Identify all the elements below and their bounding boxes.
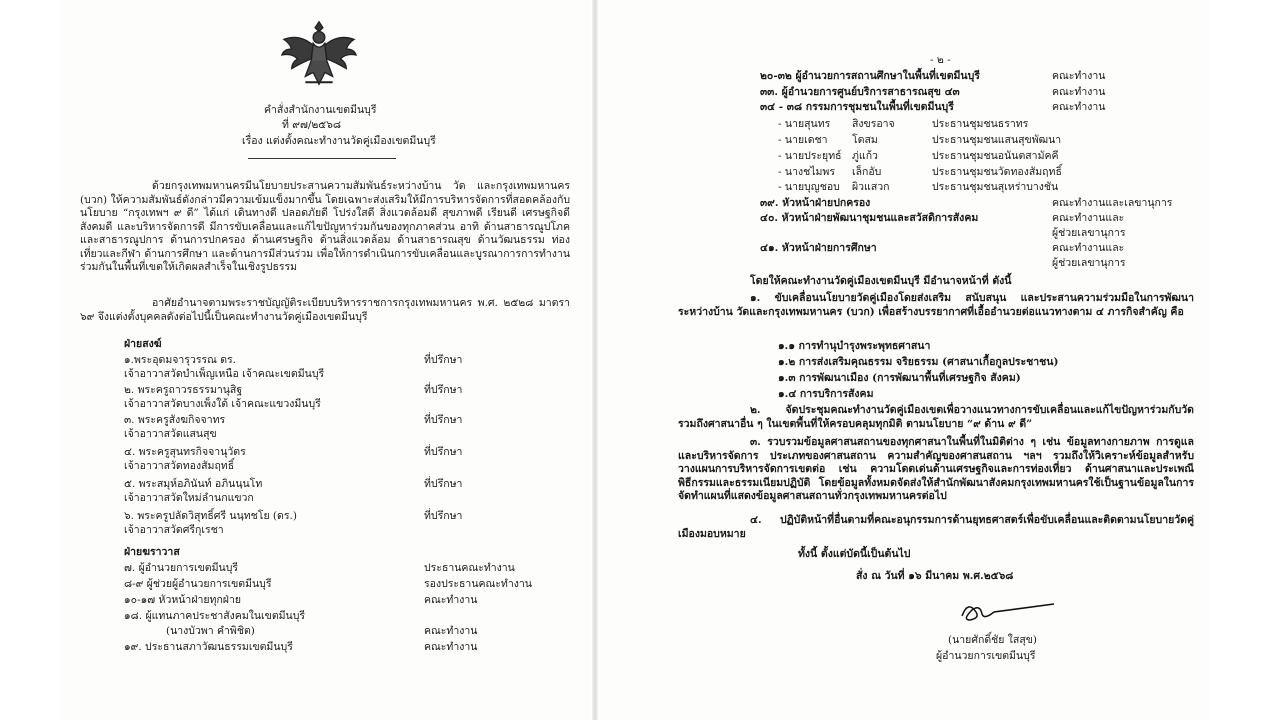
- sangha-heading: ฝ่ายสงฆ์: [124, 338, 162, 350]
- community-role: ประธานชุมชนสุเหร่าบางชัน: [932, 181, 1059, 193]
- signer-name: (นายศักดิ์ชัย ใสสุข): [948, 634, 1037, 646]
- monk-role: ที่ปรึกษา: [424, 384, 463, 396]
- monk-name: ๓. พระครูสังฆกิจจาทร: [124, 414, 226, 426]
- member-role: คณะทำงาน: [1052, 70, 1106, 82]
- member-name: ๓๓. ผู้อำนวยการศูนย์บริการสาธารณสุข ๔๓: [760, 86, 960, 98]
- monk-temple: เจ้าอาวาสวัดใหม่ลำนกแขวก: [124, 492, 254, 504]
- community-last-name: โตสม: [852, 134, 878, 146]
- duties-intro: โดยให้คณะทำงานวัดคู่เมืองเขตมีนบุรี มีอำนาจหน้าที่ ดังนี้: [750, 275, 1012, 287]
- member-role-line2: ผู้ช่วยเลขานุการ: [1052, 227, 1126, 239]
- signer-title: ผู้อำนวยการเขตมีนบุรี: [936, 650, 1036, 662]
- community-last-name: เล็กอับ: [852, 166, 882, 178]
- document-page-2: [600, 0, 1210, 720]
- monk-temple: เจ้าอาวาสวัดศรีกุเรชา: [124, 524, 224, 536]
- monk-temple: เจ้าอาวาสวัดบางเพ็งใต้ เจ้าคณะแขวงมีนบุรี: [124, 398, 321, 410]
- monk-name: ๖. พระครูปลัดวิสุทธิ์ศรี นนฺทชโย (ดร.): [124, 510, 297, 522]
- subduty: ๑.๑ การทำนุบำรุงพระพุทธศาสนา: [778, 340, 931, 352]
- monk-role: ที่ปรึกษา: [424, 354, 463, 366]
- duty-3: ๓. รวบรวมข้อมูลศาสนสถานของทุกศาสนาในพื้นที่ในมิติต่าง ๆ เช่น ข้อมูลทางกายภาพ การดูแลและบริหารจัดการ ประเภทของศาสนสถาน ความสำคัญของศาสนสถาน ฯลฯ รวมถึงให้วิเคราะห์ข้อมูลสำหรับวางแผนการบริหารจัดการเขตต่อ เช่น ความโดดเด่นด้านเศรษฐกิจและการท่องเที่ยว ด้านศาสนาและประเพณี พิธีกรรมและธรรมเนียมปฏิบัติ โดยข้อมูลทั้งหมดจัดส่งให้สำนักพัฒนาสังคมกรุงเทพมหานครใช้เป็นฐานข้อมูลในการจัดทำแผนที่แสดงข้อมูลศาสนสถานทั่วกรุงเทพมหานครต่อไป: [678, 436, 1194, 502]
- order-number: ที่ ๙๗/๒๕๖๘: [282, 119, 342, 131]
- community-first-name: - นางชไมพร: [778, 166, 835, 178]
- effective-statement: ทั้งนี้ ตั้งแต่บัดนี้เป็นต้นไป: [798, 548, 911, 560]
- lay-member-role: คณะทำงาน: [424, 594, 478, 606]
- title-divider: [248, 158, 396, 159]
- monk-temple: เจ้าอาวาสวัดแสนสุข: [124, 428, 217, 440]
- lay-member-name: (นางบัวพา คำพิชิต): [166, 625, 255, 637]
- member-role: คณะทำงานและ: [1052, 212, 1125, 224]
- member-role: คณะทำงาน: [1052, 86, 1106, 98]
- garuda-emblem-icon: [280, 14, 358, 92]
- community-first-name: - นายบุญชอบ: [778, 181, 840, 193]
- order-title: คำสั่งสำนักงานเขตมีนบุรี: [264, 104, 377, 116]
- community-role: ประธานชุมชนวัดทองสัมฤทธิ์: [932, 166, 1062, 178]
- member-role: คณะทำงานและ: [1052, 242, 1125, 254]
- lay-member-role: คณะทำงาน: [424, 625, 478, 637]
- authority-paragraph: อาศัยอำนาจตามพระราชบัญญัติระเบียบบริหารราชการกรุงเทพมหานคร พ.ศ. ๒๕๒๘ มาตรา ๖๙ จึงแต่งตั้งบุคคลดังต่อไปนี้เป็นคณะทำงานวัดคู่เมืองเขตมีนบุรี: [80, 297, 570, 323]
- duty-4: ๔. ปฏิบัติหน้าที่อื่นตามที่คณะอนุกรรมการด้านยุทธศาสตร์เพื่อขับเคลื่อนและติดตามนโยบายวัดคู่เมืองมอบหมาย: [678, 514, 1194, 540]
- member-role-line2: ผู้ช่วยเลขานุการ: [1052, 257, 1126, 269]
- lay-member-name: ๗. ผู้อำนวยการเขตมีนบุรี: [124, 562, 239, 574]
- lay-member-name: ๑๐-๑๗ หัวหน้าฝ่ายทุกฝ่าย: [124, 594, 242, 606]
- member-name: ๒๐-๓๒ ผู้อำนวยการสถานศึกษาในพื้นที่เขตมีนบุรี: [760, 70, 980, 82]
- duty-2: ๒. จัดประชุมคณะทำงานวัดคู่เมืองเขตเพื่อวางแนวทางการขับเคลื่อนและแก้ไขปัญหาร่วมกับวัด รวมถึงศาสนาอื่น ๆ ในเขตพื้นที่ให้ครอบคลุมทุกมิติ ตามนโยบาย “๙ ด้าน ๙ ดี”: [678, 404, 1194, 430]
- page-number: - ๒ -: [930, 54, 951, 66]
- community-role: ประธานชุมชนธราทร: [932, 118, 1029, 130]
- member-name: ๓๙. หัวหน้าฝ่ายปกครอง: [760, 197, 871, 209]
- lay-member-name: ๑๙. ประธานสภาวัฒนธรรมเขตมีนบุรี: [124, 641, 293, 653]
- community-role: ประธานชุมชนอนันตสามัคคี: [932, 150, 1059, 162]
- lay-member-role: คณะทำงาน: [424, 641, 478, 653]
- community-last-name: ผิวแสวก: [852, 181, 890, 193]
- community-last-name: สิงขรอาจ: [852, 118, 895, 130]
- subduty: ๑.๓ การพัฒนาเมือง (การพัฒนาพื้นที่เศรษฐกิจ สังคม): [778, 372, 1021, 384]
- community-first-name: - นายเดชา: [778, 134, 828, 146]
- order-subject: เรื่อง แต่งตั้งคณะทำงานวัดคู่เมืองเขตมีนบุรี: [242, 135, 436, 147]
- community-first-name: - นายสุนทร: [778, 118, 831, 130]
- lay-member-name: ๑๘. ผู้แทนภาคประชาสังคมในเขตมีนบุรี: [124, 610, 306, 622]
- member-role: คณะทำงาน: [1052, 101, 1106, 113]
- lay-member-role: รองประธานคณะทำงาน: [424, 578, 532, 590]
- order-date: สั่ง ณ วันที่ ๑๖ มีนาคม พ.ศ.๒๕๖๘: [856, 570, 1014, 582]
- member-role: คณะทำงานและเลขานุการ: [1052, 197, 1173, 209]
- community-last-name: ภู่แก้ว: [852, 150, 878, 162]
- document-page-1: [60, 0, 590, 720]
- monk-name: ๒. พระครูถาวรธรรมานุสิฐ: [124, 384, 243, 396]
- community-role: ประธานชุมชนแสนสุขพัฒนา: [932, 134, 1062, 146]
- monk-name: ๕. พระสมุห์อภินันท์ อภินนฺนโท: [124, 478, 263, 490]
- monk-temple: เจ้าอาวาสวัดบำเพ็ญเหนือ เจ้าคณะเขตมีนบุรี: [124, 368, 325, 380]
- lay-member-role: ประธานคณะทำงาน: [424, 562, 515, 574]
- duty-1: ๑. ขับเคลื่อนนโยบายวัดคู่เมืองโดยส่งเสริม สนับสนุน และประสานความร่วมมือในการพัฒนาระหว่างบ้าน วัดและกรุงเทพมหานคร (บวก) เพื่อสร้างบรรยากาศที่เอื้ออำนวยต่อแนวทางตาม ๔ ภารกิจสำคัญ คือ: [678, 292, 1194, 318]
- member-name: ๓๔ - ๓๘ กรรมการชุมชนในพื้นที่เขตมีนบุรี: [760, 101, 954, 113]
- subduty: ๑.๔ การบริการสังคม: [778, 388, 874, 400]
- member-name: ๔๑. หัวหน้าฝ่ายการศึกษา: [760, 242, 877, 254]
- lay-heading: ฝ่ายฆราวาส: [124, 546, 180, 558]
- monk-role: ที่ปรึกษา: [424, 446, 463, 458]
- monk-name: ๔. พระครูสุนทรกิจจานุวัตร: [124, 446, 246, 458]
- signature-icon: [958, 598, 1058, 624]
- monk-role: ที่ปรึกษา: [424, 414, 463, 426]
- subduty: ๑.๒ การส่งเสริมคุณธรรม จริยธรรม (ศาสนาเกื้อกูลประชาชน): [778, 356, 1059, 368]
- monk-temple: เจ้าอาวาสวัดทองสัมฤทธิ์: [124, 460, 235, 472]
- intro-paragraph: ด้วยกรุงเทพมหานครมีนโยบายประสานความสัมพันธ์ระหว่างบ้าน วัด และกรุงเทพมหานคร (บวก) ให้ความสัมพันธ์ดังกล่าวมีความเข้มแข็งมากขึ้น โดยเฉพาะส่งเสริมให้มีการบริหารจัดการที่สอดคล้องกับนโยบาย “กรุงเทพฯ ๙ ดี” ได้แก่ เดินทางดี ปลอดภัยดี โปร่งใสดี สิ่งแวดล้อมดี สุขภาพดี เรียนดี เศรษฐกิจดี สังคมดี และบริหารจัดการดี มีการขับเคลื่อนและแก้ไขปัญหาร่วมกันของทุกภาคส่วน อาทิ ด้านสาธารณูปโภคและสาธารณูปการ ด้านการปกครอง ด้านเศรษฐกิจ ด้านสิ่งแวดล้อม ด้านสาธารณสุข ด้านวัฒนธรรม ท่องเที่ยวและกีฬา ด้านการศึกษา และด้านการมีส่วนร่วม เพื่อให้การดำเนินการขับเคลื่อนและบูรณาการการทำงานร่วมกันในพื้นที่เขตให้เกิดผลสำเร็จในเชิงรูปธรรม: [80, 180, 570, 273]
- page-fold-divider: [592, 0, 598, 720]
- monk-role: ที่ปรึกษา: [424, 510, 463, 522]
- community-first-name: - นายประยุทธ์: [778, 150, 842, 162]
- monk-name: ๑.พระอุดมจารุวรรณ ดร.: [124, 354, 236, 366]
- monk-role: ที่ปรึกษา: [424, 478, 463, 490]
- lay-member-name: ๘-๙ ผู้ช่วยผู้อำนวยการเขตมีนบุรี: [124, 578, 272, 590]
- member-name: ๔๐. หัวหน้าฝ่ายพัฒนาชุมชนและสวัสดิการสังคม: [760, 212, 979, 224]
